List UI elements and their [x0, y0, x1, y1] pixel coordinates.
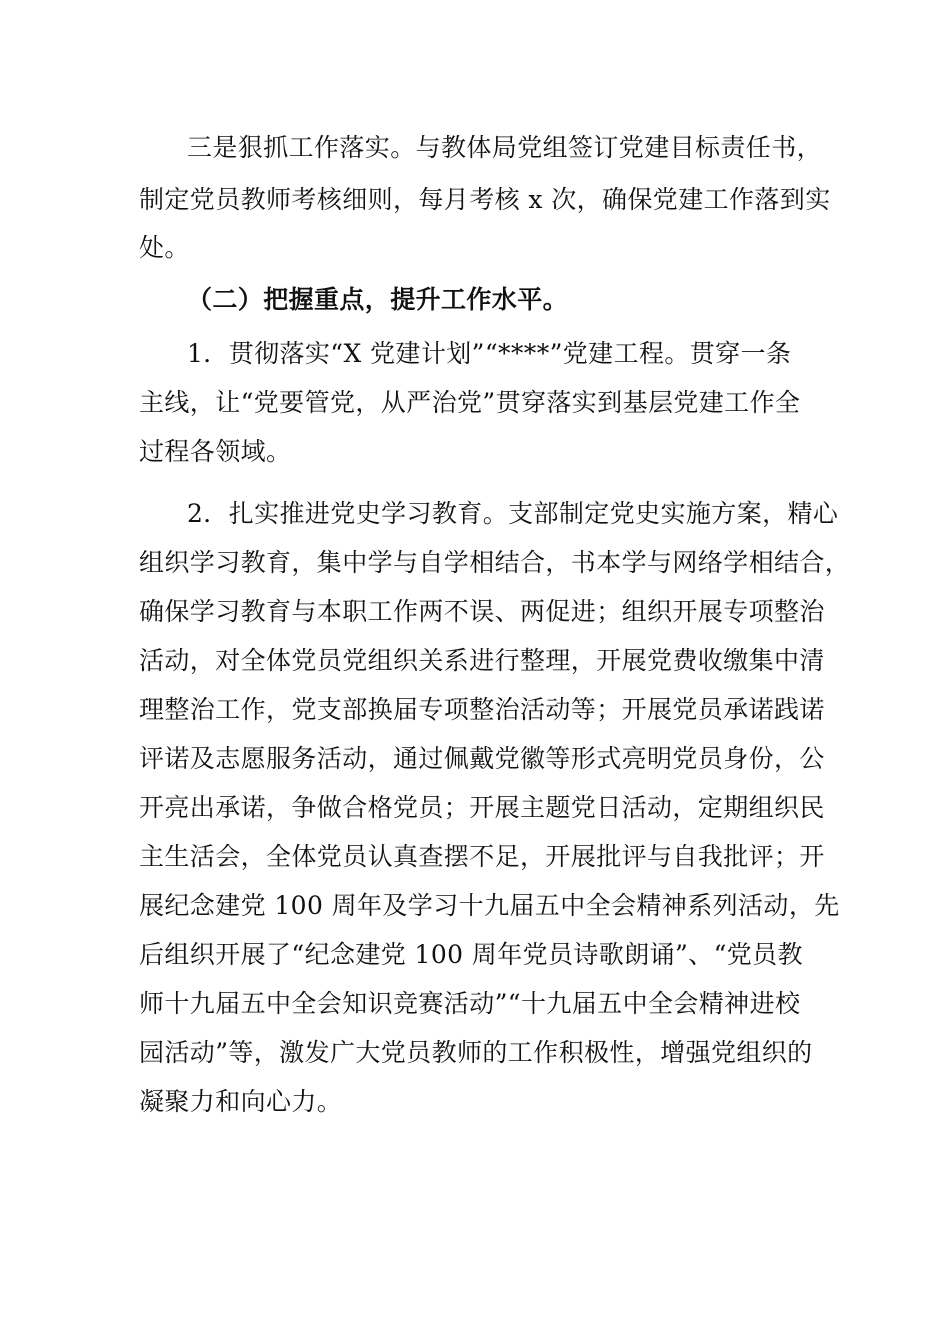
text-line: 师十九届五中全会知识竞赛活动”“十九届五中全会精神进校: [139, 989, 801, 1018]
text-line: 2．扎实推进党史学习教育。支部制定党史实施方案，精心: [187, 499, 839, 528]
text-line: 过程各领域。: [139, 437, 292, 466]
text-line: 主生活会，全体党员认真查摆不足，开展批评与自我批评；开: [139, 842, 825, 871]
text-line: 处。: [139, 233, 190, 262]
text-line: 展纪念建党 100 周年及学习十九届五中全会精神系列活动，先: [139, 891, 840, 920]
text-line: 确保学习教育与本职工作两不误、两促进；组织开展专项整治: [139, 597, 825, 626]
section-heading: （二）把握重点，提升工作水平。: [187, 285, 569, 314]
text-line: 开亮出承诺，争做合格党员；开展主题党日活动，定期组织民: [139, 793, 825, 822]
text-line: 理整治工作，党支部换届专项整治活动等；开展党员承诺践诺: [139, 695, 825, 724]
text-line: 园活动”等，激发广大党员教师的工作积极性，增强党组织的: [139, 1038, 813, 1067]
text-line: 组织学习教育，集中学与自学相结合，书本学与网络学相结合，: [139, 548, 851, 577]
text-line: 凝聚力和向心力。: [139, 1087, 343, 1116]
text-line: 评诺及志愿服务活动，通过佩戴党徽等形式亮明党员身份，公: [139, 744, 825, 773]
text-line: 制定党员教师考核细则，每月考核 x 次，确保党建工作落到实: [139, 185, 831, 214]
text-line: 1．贯彻落实“X 党建计划”“****”党建工程。贯穿一条: [187, 339, 792, 368]
text-line: 后组织开展了“纪念建党 100 周年党员诗歌朗诵”、“党员教: [139, 940, 803, 969]
text-line: 主线，让“党要管党，从严治党”贯穿落实到基层党建工作全: [139, 388, 801, 417]
text-line: 活动，对全体党员党组织关系进行整理，开展党费收缴集中清: [139, 646, 825, 675]
text-line: 三是狠抓工作落实。与教体局党组签订党建目标责任书，: [187, 133, 823, 162]
